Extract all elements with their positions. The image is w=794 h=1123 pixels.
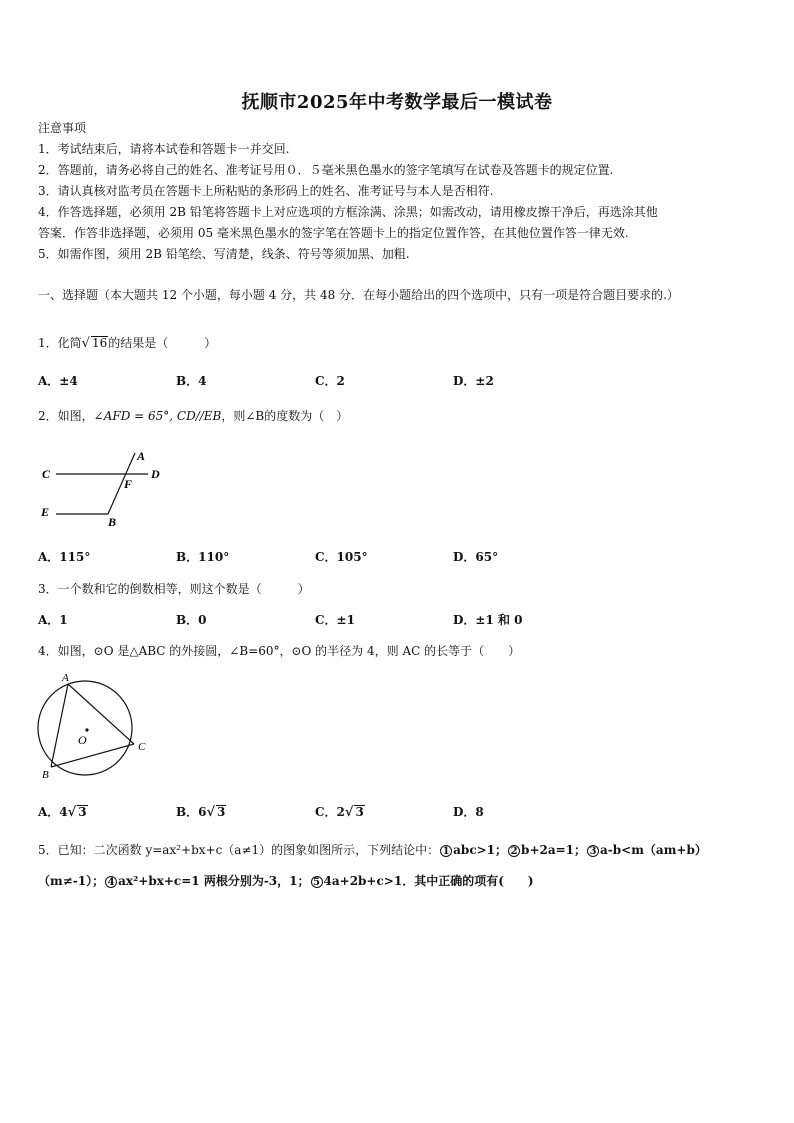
circle-figure [30,670,154,784]
q2-option-d: D．65° [453,550,499,564]
question-5-line-1 [38,841,707,858]
sqrt-icon: √ [81,336,90,351]
q2-suffix: ，则∠B的度数为（ ） [221,409,349,423]
note-item-3: 3．请认真核对监考员在答题卡上所粘贴的条形码上的姓名、准考证号与本人是否相符. [38,184,494,198]
question-2 [38,407,348,424]
circled-number-icon: 2 [508,845,520,857]
q3-option-a: A．1 [38,613,68,627]
q5-statement-4: ax²+bx+c=1 两根分别为-3，1； [118,874,310,888]
q4-option-a-radicand: 3 [78,805,87,819]
q5-statement-3-cont: （m≠-1）； [38,874,105,888]
q3-option-d: D．±1 和 0 [453,613,523,627]
label-o: O [78,733,87,747]
q1-option-b: B．4 [176,374,207,388]
q2-math: ∠AFD = 65°, CD//EB [93,409,222,423]
label-c: C [138,741,146,753]
label-e: E [41,505,50,519]
q5-statement-3: a-b<m（am+b） [600,843,707,857]
label-b: B [42,769,49,781]
sqrt-icon: √ [344,805,354,820]
q5-statement-1: abc>1； [453,843,508,857]
circled-number-icon: 3 [587,845,599,857]
question-4: 4．如图，⊙O 是△ABC 的外接圆，∠B=60°，⊙O 的半径为 4，则 AC 的长等于（ ） [38,644,521,658]
q4-option-c-label: C．2 [315,805,345,819]
note-item-4: 4．作答选择题，必须用 2B 铅笔将答题卡上对应选项的方框涂满、涂黑；如需改动，请用橡皮擦干净后，再选涂其他 [38,205,658,219]
q1-option-c: C．2 [315,374,345,388]
q5-statement-2: b+2a=1； [521,843,587,857]
q4-option-c [315,803,365,820]
q4-option-b [176,803,226,820]
q1-option-a: A．±4 [38,374,78,388]
q5-statement-5: 4a+2b+c>1．其中正确的项有( ) [323,874,534,888]
q4-option-b-label: B．6 [176,805,207,819]
question-1 [38,334,216,351]
q2-prefix: 2．如图， [38,409,94,423]
circled-number-icon: 1 [440,845,452,857]
question-5-line-2 [38,872,534,889]
q2-option-c: C．105° [315,550,368,564]
q5-stem: 5．已知：二次函数 y=ax²+bx+c（a≠1）的图象如图所示，下列结论中： [38,843,440,857]
sqrt-icon: √ [67,805,77,820]
q1-prefix: 1．化简 [38,336,82,350]
note-item-5: 5．如需作图，须用 2B 铅笔绘、写清楚，线条、符号等须加黑、加粗. [38,247,410,261]
q4-option-c-radicand: 3 [355,805,364,819]
page-title: 抚顺市2025年中考数学最后一模试卷 [241,92,553,113]
label-d: D [151,467,160,481]
q3-option-c: C．±1 [315,613,355,627]
section-heading: 一、选择题（本大题共 12 个小题，每小题 4 分，共 48 分．在每小题给出的四个选项中，只有一项是符合题目要求的.） [38,288,679,302]
label-a: A [62,672,69,684]
label-a: A [137,449,146,463]
q4-option-b-radicand: 3 [217,805,226,819]
label-c: C [42,467,51,481]
circled-number-icon: 5 [311,876,323,888]
q2-option-b: B．110° [176,550,230,564]
sqrt-icon: √ [206,805,216,820]
q2-option-a: A．115° [38,550,91,564]
question-3: 3．一个数和它的倒数相等，则这个数是（ ） [38,582,310,596]
q4-option-a-label: A．4 [38,805,68,819]
note-item-2: 2．答题前，请务必将自己的姓名、准考证号用０．５毫米黑色墨水的签字笔填写在试卷及答题卡的规定位置. [38,163,614,177]
q1-suffix: 的结果是（ ） [108,336,217,350]
q1-radicand: 16 [91,336,108,350]
label-f: F [124,477,133,491]
q3-option-b: B．0 [176,613,207,627]
q1-option-d: D．±2 [453,374,494,388]
note-item-1: 1．考试结束后，请将本试卷和答题卡一并交回. [38,142,290,156]
q4-option-d: D．8 [453,805,484,819]
notes-heading: 注意事项 [38,121,87,135]
parallel-lines-figure [38,448,168,530]
circled-number-icon: 4 [105,876,117,888]
q4-option-a [38,803,88,820]
note-item-4-cont: 答案．作答非选择题，必须用 05 毫米黑色墨水的签字笔在答题卡上的指定位置作答，在其他位置作答一律无效. [38,226,629,240]
label-b: B [108,515,117,529]
